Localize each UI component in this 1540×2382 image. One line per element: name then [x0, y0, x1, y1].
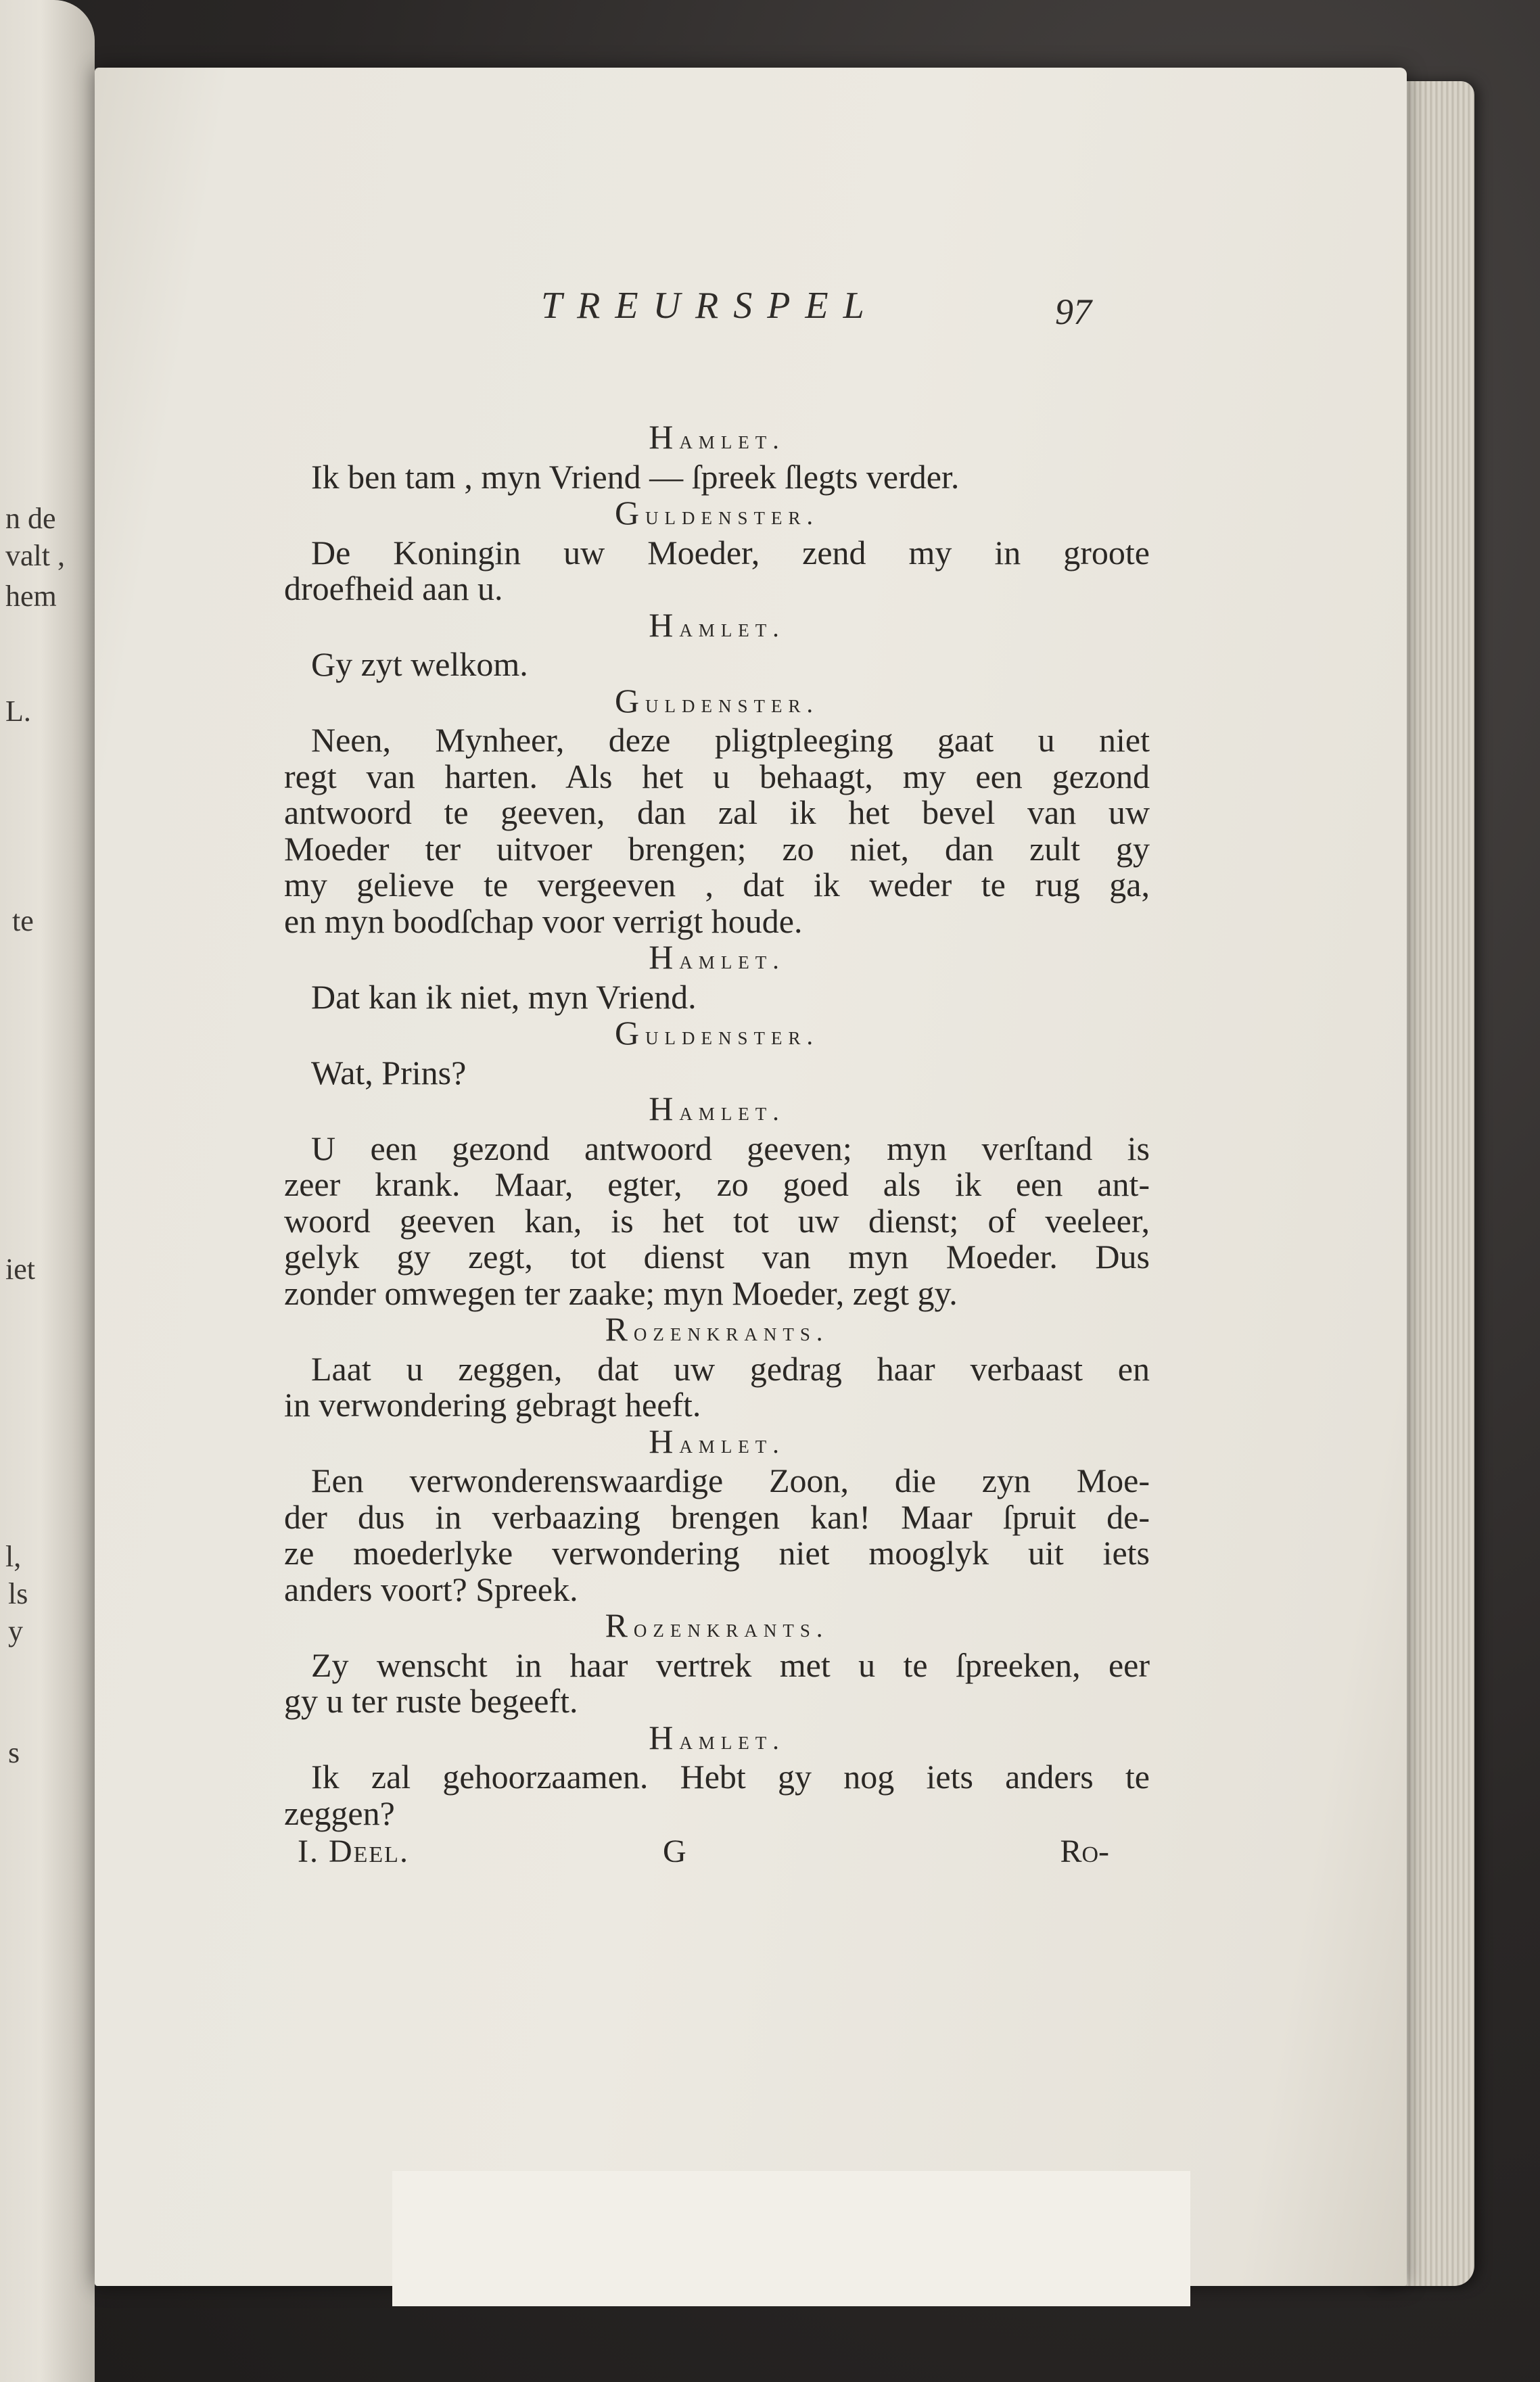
- text-line: droefheid aan u.: [284, 569, 503, 607]
- text-line: zeer krank. Maar, egter, zo goed als ik een ant-: [284, 1165, 1150, 1203]
- text-line: anders voort? Spreek.: [284, 1570, 578, 1608]
- left-fragment: valt ,: [5, 539, 65, 572]
- text-line: in verwondering gebragt heeft.: [284, 1386, 701, 1424]
- text-line: zonder omwegen ter zaake; myn Moeder, zegt gy.: [284, 1274, 958, 1312]
- text-line: Zy wenscht in haar vertrek met u te ſpreeken, eer: [311, 1645, 1150, 1684]
- text-line: Moeder ter uitvoer brengen; zo niet, dan zult gy: [284, 829, 1150, 868]
- speaker-heading: Hamlet.: [649, 1090, 785, 1127]
- text-line: ze moederlyke verwondering niet mooglyk uit iets: [284, 1534, 1150, 1572]
- left-fragment: iet: [5, 1253, 35, 1286]
- page-footer: [298, 1833, 1109, 1873]
- text-line: U een gezond antwoord geeven; myn verſtand is: [311, 1129, 1150, 1167]
- text-line: antwoord te geeven, dan zal ik het bevel van uw: [284, 793, 1150, 831]
- text-line: Gy zyt welkom.: [311, 645, 528, 683]
- left-fragment: s: [8, 1736, 20, 1769]
- text-line: Dat kan ik niet, myn Vriend.: [311, 977, 697, 1016]
- text-line: en myn boodſchap voor verrigt houde.: [284, 902, 803, 940]
- text-line: De Koningin uw Moeder, zend my in groote: [311, 533, 1150, 571]
- catchword: Ro-: [1060, 1834, 1109, 1869]
- left-fragment: y: [8, 1614, 23, 1648]
- text-line: Neen, Mynheer, deze pligtpleeging gaat u niet: [311, 721, 1150, 759]
- text-line: gy u ter ruste begeeft.: [284, 1682, 578, 1720]
- page-number: 97: [1055, 291, 1092, 332]
- text-line: zeggen?: [284, 1794, 395, 1832]
- speaker-heading: Rozenkrants.: [605, 1606, 829, 1644]
- book-page: [95, 68, 1407, 2286]
- speaker-heading: Hamlet.: [649, 418, 785, 456]
- text-line: Een verwonderenswaardige Zoon, die zyn Moe-: [311, 1462, 1150, 1499]
- text-line: Ik zal gehoorzaamen. Hebt gy nog iets anders te: [311, 1758, 1150, 1796]
- left-fragment: l,: [5, 1540, 22, 1573]
- text-line: der dus in verbaazing brengen kan! Maar ſpruit de-: [284, 1497, 1150, 1536]
- left-fragment: ls: [8, 1577, 28, 1610]
- speaker-heading: Rozenkrants.: [605, 1310, 829, 1348]
- speaker-heading: Hamlet.: [649, 1422, 785, 1460]
- text-block: [284, 419, 1150, 1831]
- text-line: Ik ben tam , myn Vriend — ſpreek ſlegts verder.: [311, 457, 960, 496]
- speaker-heading: Guldenster.: [614, 681, 820, 720]
- speaker-heading: Guldenster.: [614, 1014, 820, 1052]
- volume-label: I. Deel.: [298, 1834, 409, 1869]
- text-line: Wat, Prins?: [311, 1053, 467, 1092]
- left-fragment: L.: [5, 695, 31, 728]
- speaker-heading: Hamlet.: [649, 1718, 785, 1756]
- left-fragment: te: [12, 904, 34, 937]
- left-page-edge: [0, 0, 95, 2382]
- signature-mark: G: [663, 1834, 686, 1869]
- running-title: TREURSPEL: [541, 285, 879, 327]
- speaker-heading: Hamlet.: [649, 605, 785, 644]
- text-line: woord geeven kan, is het tot uw dienst; of veeleer,: [284, 1201, 1150, 1240]
- speaker-heading: Hamlet.: [649, 938, 785, 976]
- running-head: [446, 284, 1123, 338]
- text-line: gelyk gy zegt, tot dienst van myn Moeder. Dus: [284, 1238, 1150, 1276]
- text-line: my gelieve te vergeeven , dat ik weder te rug ga,: [284, 866, 1150, 904]
- left-fragment: hem: [5, 580, 57, 613]
- label-sticker: [392, 2171, 1190, 2306]
- speaker-heading: Guldenster.: [614, 494, 820, 532]
- text-line: Laat u zeggen, dat uw gedrag haar verbaast en: [311, 1349, 1150, 1388]
- text-line: regt van harten. Als het u behaagt, my een gezond: [284, 757, 1150, 795]
- left-fragment: n de: [5, 502, 56, 535]
